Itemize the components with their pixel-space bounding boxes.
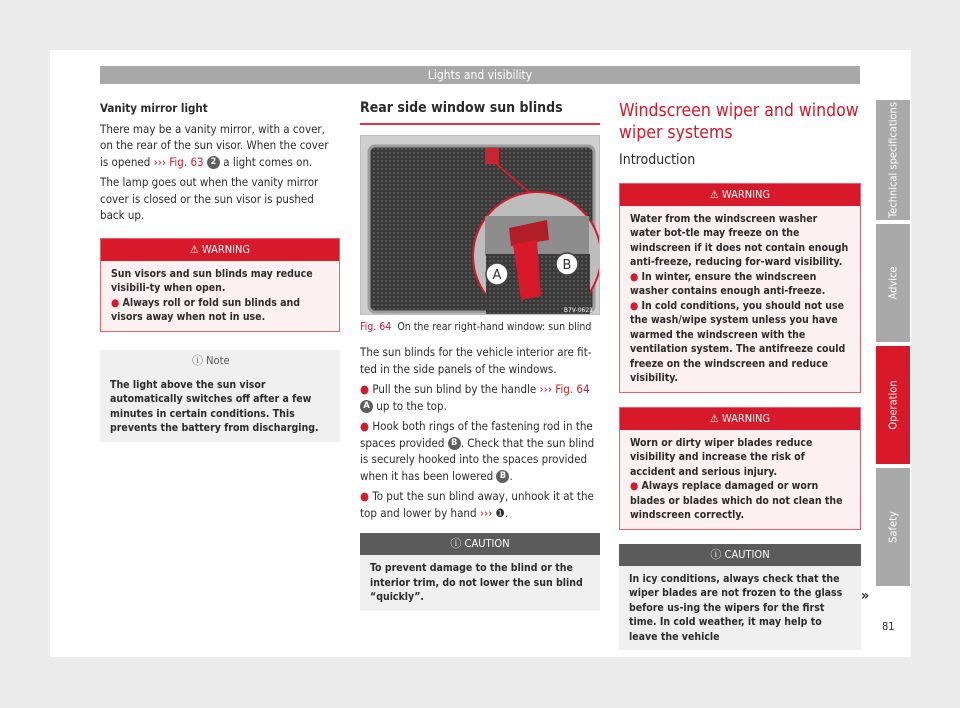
callout-b: B [496, 470, 509, 483]
note-header [100, 350, 340, 372]
warning-bullet [630, 479, 850, 523]
caution-icon: ⓘ [450, 537, 462, 550]
note-box [100, 350, 340, 442]
note-body: The light above the sun visor automatically switches off after a few minutes in certain conditions. This prevents the battery from discharging. [100, 372, 340, 442]
caution-icon: ⓘ [710, 547, 722, 561]
tab-label: Operation [886, 380, 900, 430]
caution-box [360, 533, 600, 611]
text: To put the sun blind away, unhook it at the top and lower by hand [360, 489, 594, 520]
warning-box-1 [619, 183, 861, 393]
warning-label: WARNING [721, 187, 771, 201]
sun-blinds-intro: The sun blinds for the vehicle interior are fit-ted in the side panels of the windows. [360, 345, 592, 376]
bullet-icon: ● [111, 296, 123, 309]
warning-box [100, 238, 340, 332]
bullet-icon: ● [630, 270, 642, 283]
warning-body [620, 206, 860, 392]
note-label: Note [206, 353, 230, 367]
bullet-icon: ● [630, 480, 642, 492]
callout-a: A [360, 400, 373, 413]
text: up to the top. [373, 398, 447, 413]
caution-body: To prevent damage to the blind or the interior trim, do not lower the sun blind “quickly”. [360, 555, 600, 611]
text: There may be a vanity mirror, with a cover, on the rear of the sun visor. When the cover is opened [100, 121, 329, 169]
bullet-icon: ● [360, 382, 373, 396]
caution-box [619, 544, 861, 651]
bullet-1 [360, 381, 600, 414]
text: Hook both rings of the fastening rod in the spaces provided [360, 419, 593, 450]
tab-advice[interactable] [876, 224, 910, 342]
caption-figno: Fig. 64 [360, 320, 392, 333]
warning-bullet [111, 296, 329, 325]
caution-header [360, 533, 600, 555]
figure-64 [360, 135, 600, 315]
bullet-3: ● To put the sun blind away, unhook it at the top and lower by hand ››› ❶. [360, 489, 594, 520]
svg-text:B: B [562, 257, 572, 273]
bullet-text: Always roll or fold sun blinds and visors away when not in use. [111, 296, 301, 323]
tab-operation[interactable] [876, 346, 910, 464]
bullet-icon: ● [360, 489, 373, 503]
figure-caption [360, 321, 600, 335]
wiper-title: Windscreen wiper and window wiper systems [619, 101, 859, 143]
sun-blind-illustration [361, 136, 600, 315]
warning-bullet [630, 270, 850, 299]
callout-b: B [448, 437, 461, 450]
callout-2: 2 [207, 156, 220, 169]
warning-header: ⚠ WARNING [620, 408, 860, 430]
bullet-icon: ● [630, 299, 642, 312]
tab-label: Technical specifications [886, 102, 900, 218]
side-tabs [876, 100, 910, 590]
bullet-text: In cold conditions, you should not use the wash/wipe system unless you have warmed the windscreen with the ventilation system. The antifreeze could freeze on the windscreen and reduce visibility. [630, 299, 846, 384]
bullet-2 [360, 418, 600, 484]
caution-label: CAUTION [464, 537, 510, 550]
text: Pull the sun blind by the handle [372, 382, 540, 396]
vanity-para-2: The lamp goes out when the vanity mirror cover is closed or the sun visor is pushed back up. [100, 175, 319, 222]
sun-blinds-title: Rear side window sun blinds [360, 100, 600, 125]
tab-label: Safety [886, 511, 900, 543]
bullet-icon: ● [360, 419, 373, 433]
caution-link[interactable]: ››› [479, 505, 493, 520]
info-icon: ⓘ [192, 353, 203, 367]
column-2 [360, 100, 600, 611]
warning-body [620, 430, 860, 529]
column-3 [619, 100, 861, 650]
vanity-mirror-heading: Vanity mirror light [100, 101, 208, 115]
warning-bullet [630, 299, 850, 386]
vanity-para-1 [100, 121, 340, 171]
warning-box-2 [619, 407, 861, 530]
fig-63-link[interactable]: ››› Fig. 63 [153, 154, 204, 169]
caution-label: CAUTION [724, 547, 770, 561]
caution-body: In icy conditions, always check that the wiper blades are not frozen to the glass before us-ing the wipers for the first time. In cold weather, it may help to leave the vehicle [619, 566, 861, 651]
caption-text: On the rear right-hand window: sun blind [397, 320, 592, 333]
tab-safety[interactable] [876, 468, 910, 586]
warning-body [101, 261, 339, 331]
tab-technical-specifications[interactable] [876, 100, 910, 220]
introduction-subtitle: Introduction [619, 152, 696, 168]
page-number: 81 [882, 620, 895, 633]
caution-ref-icon: ❶ [495, 505, 505, 520]
warning-label: WARNING [721, 411, 771, 425]
page-header: Lights and visibility [100, 66, 860, 84]
fig-64-link[interactable]: ››› Fig. 64 [539, 382, 590, 396]
warning-text: Worn or dirty wiper blades reduce visibility and increase the risk of accident and serious injury. [630, 436, 813, 478]
bullet-text: In winter, ensure the windscreen washer contains enough anti-freeze. [630, 270, 826, 297]
figure-code: B7V-0621 [563, 306, 593, 314]
caution-header [619, 544, 861, 566]
warning-header: ⚠ WARNING [101, 239, 339, 261]
bullet-text: Always replace damaged or worn blades or blades which do not clean the windscreen correctly. [630, 480, 843, 521]
text: . [509, 468, 513, 483]
svg-text:A: A [492, 267, 502, 283]
continue-marker: » [861, 588, 870, 604]
warning-text: Sun visors and sun blinds may reduce visibili-ty when open. [111, 267, 313, 294]
warning-header: ⚠ WARNING [620, 184, 860, 206]
warning-text: Water from the windscreen washer water bot-tle may freeze on the windscreen if it does not contain enough anti-freeze, reducing for-ward visibility. [630, 212, 849, 268]
text: . Check that the sun blind is securely hooked into the spaces provided when it has been lowered [360, 435, 595, 483]
text: a light comes on. [219, 154, 313, 169]
column-1 [100, 100, 340, 442]
warning-label: WARNING [201, 242, 251, 256]
tab-label: Advice [886, 266, 900, 300]
